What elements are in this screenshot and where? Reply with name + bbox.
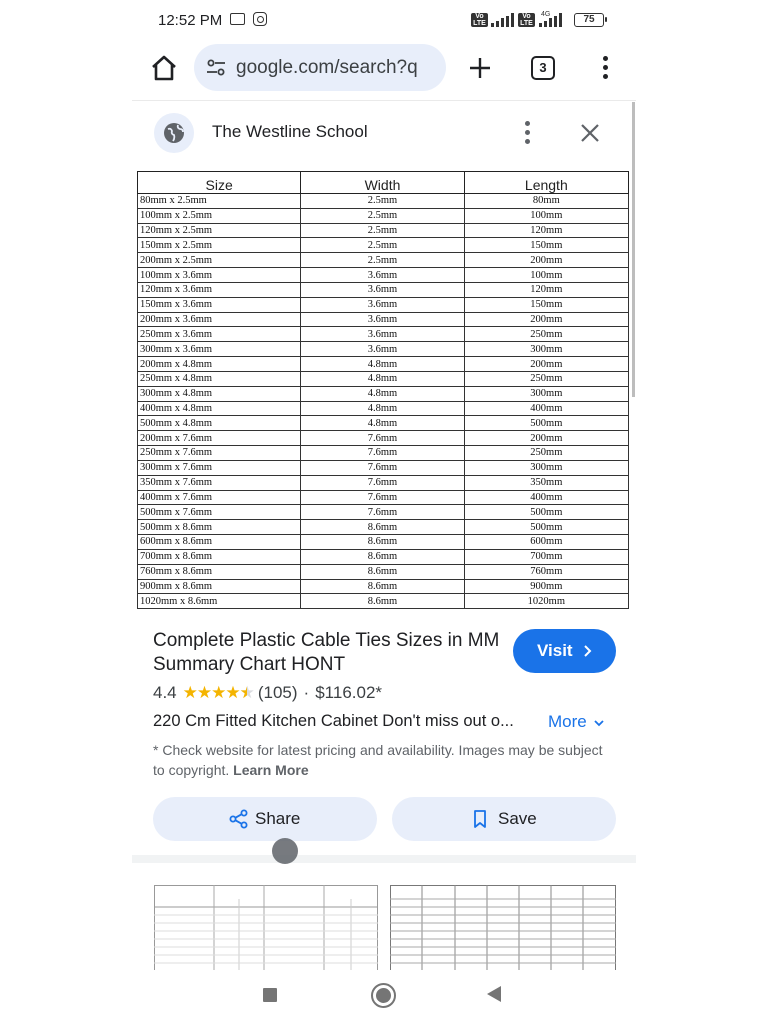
table-row: [138, 282, 629, 297]
more-vert-icon-dot: [603, 74, 608, 79]
signal-icon: [491, 13, 514, 27]
table-row: [138, 460, 629, 475]
save-button[interactable]: [392, 797, 616, 841]
width-cell: 8.6mm: [301, 520, 464, 535]
width-cell: 2.5mm: [301, 194, 464, 209]
home-nav-button[interactable]: [371, 983, 396, 1008]
image-preview-panel: [132, 100, 636, 970]
length-cell: 120mm: [464, 282, 628, 297]
length-cell: 300mm: [464, 342, 628, 357]
related-image-thumbnail[interactable]: [154, 885, 378, 970]
width-cell: 4.8mm: [301, 416, 464, 431]
size-cell: 900mm x 8.6mm: [138, 579, 301, 594]
visit-label: Visit: [537, 641, 573, 660]
scrollbar[interactable]: [632, 102, 635, 397]
length-cell: 900mm: [464, 579, 628, 594]
share-button[interactable]: [153, 797, 377, 841]
length-cell: 600mm: [464, 535, 628, 550]
size-cell: 120mm x 3.6mm: [138, 282, 301, 297]
more-vert-icon-dot: [525, 130, 530, 135]
chevron-down-icon: [593, 717, 605, 729]
length-cell: 200mm: [464, 357, 628, 372]
width-cell: 7.6mm: [301, 490, 464, 505]
result-image[interactable]: [137, 171, 629, 609]
table-row: [138, 520, 629, 535]
length-cell: 300mm: [464, 460, 628, 475]
more-vert-icon: [525, 121, 530, 126]
result-description: 220 Cm Fitted Kitchen Cabinet Don't miss out o...: [153, 712, 514, 730]
size-cell: 200mm x 3.6mm: [138, 312, 301, 327]
width-cell: 7.6mm: [301, 475, 464, 490]
thumbnail-table-graphic: [154, 885, 378, 970]
size-cell: 200mm x 4.8mm: [138, 357, 301, 372]
size-cell: 500mm x 8.6mm: [138, 520, 301, 535]
size-cell: 200mm x 2.5mm: [138, 253, 301, 268]
more-vert-icon-dot: [525, 139, 530, 144]
size-cell: 600mm x 8.6mm: [138, 535, 301, 550]
column-header: Size: [138, 172, 301, 194]
more-label: More: [548, 712, 587, 731]
length-cell: 150mm: [464, 238, 628, 253]
table-row: [138, 268, 629, 283]
more-vert-icon: [603, 56, 608, 61]
table-row: [138, 505, 629, 520]
size-cell: 250mm x 4.8mm: [138, 371, 301, 386]
note-text: * Check website for latest pricing and availability. Images may be subject to copyright.: [153, 742, 603, 778]
bookmark-icon: [470, 809, 490, 829]
width-cell: 3.6mm: [301, 312, 464, 327]
close-button[interactable]: [578, 121, 602, 145]
new-tab-button[interactable]: [466, 54, 494, 82]
table-row: [138, 431, 629, 446]
table-row: [138, 312, 629, 327]
size-cell: 400mm x 4.8mm: [138, 401, 301, 416]
status-bar: [0, 0, 768, 40]
globe-icon: [154, 113, 194, 153]
length-cell: 700mm: [464, 549, 628, 564]
length-cell: 200mm: [464, 431, 628, 446]
length-cell: 100mm: [464, 208, 628, 223]
length-cell: 500mm: [464, 520, 628, 535]
size-cell: 1020mm x 8.6mm: [138, 594, 301, 609]
length-cell: 250mm: [464, 327, 628, 342]
table-row: [138, 579, 629, 594]
site-favicon[interactable]: [154, 113, 194, 153]
plus-icon: [466, 54, 494, 82]
table-row: [138, 253, 629, 268]
thumbnail-table-graphic: [390, 885, 616, 970]
tab-switcher-button[interactable]: 3: [531, 56, 555, 80]
status-time: 12:52 PM: [158, 12, 223, 29]
table-row: [138, 386, 629, 401]
table-row: [138, 401, 629, 416]
length-cell: 250mm: [464, 371, 628, 386]
volte-icon: Vo LTE: [471, 13, 488, 27]
length-cell: 120mm: [464, 223, 628, 238]
table-row: [138, 327, 629, 342]
size-cell: 100mm x 3.6mm: [138, 268, 301, 283]
size-cell: 150mm x 2.5mm: [138, 238, 301, 253]
size-cell: 350mm x 7.6mm: [138, 475, 301, 490]
related-image-thumbnail[interactable]: [390, 885, 616, 970]
message-icon: [230, 13, 245, 25]
length-cell: 250mm: [464, 446, 628, 461]
width-cell: 7.6mm: [301, 505, 464, 520]
length-cell: 200mm: [464, 253, 628, 268]
length-cell: 300mm: [464, 386, 628, 401]
length-cell: 200mm: [464, 312, 628, 327]
width-cell: 8.6mm: [301, 579, 464, 594]
star-rating: ★★★★★ ★: [183, 683, 254, 703]
table-row: [138, 297, 629, 312]
width-cell: 3.6mm: [301, 268, 464, 283]
table-row: [138, 208, 629, 223]
width-cell: 2.5mm: [301, 253, 464, 268]
home-button[interactable]: [148, 52, 180, 84]
size-cell: 120mm x 2.5mm: [138, 223, 301, 238]
share-icon: [229, 809, 249, 829]
length-cell: 400mm: [464, 401, 628, 416]
width-cell: 7.6mm: [301, 431, 464, 446]
width-cell: 2.5mm: [301, 238, 464, 253]
more-options-button[interactable]: [520, 121, 536, 147]
home-icon: [148, 52, 180, 84]
instagram-icon: [253, 12, 267, 26]
width-cell: 4.8mm: [301, 357, 464, 372]
size-cell: 500mm x 7.6mm: [138, 505, 301, 520]
battery-icon: 75: [574, 13, 604, 27]
browser-menu-button[interactable]: [596, 54, 616, 82]
browser-toolbar: [0, 40, 768, 98]
table-row: [138, 223, 629, 238]
table-row: [138, 238, 629, 253]
length-cell: 150mm: [464, 297, 628, 312]
signal-icon: [539, 13, 562, 27]
visit-button[interactable]: [513, 629, 616, 673]
length-cell: 1020mm: [464, 594, 628, 609]
size-cell: 500mm x 4.8mm: [138, 416, 301, 431]
chevron-right-icon: [581, 644, 595, 658]
table-row: [138, 549, 629, 564]
back-button[interactable]: [487, 986, 501, 1002]
copyright-note: [153, 740, 613, 780]
learn-more-link[interactable]: Learn More: [233, 762, 309, 778]
section-divider: [132, 855, 636, 863]
length-cell: 500mm: [464, 416, 628, 431]
size-cell: 80mm x 2.5mm: [138, 194, 301, 209]
width-cell: 4.8mm: [301, 386, 464, 401]
size-cell: 150mm x 3.6mm: [138, 297, 301, 312]
site-settings-icon[interactable]: [206, 58, 226, 78]
more-button[interactable]: [548, 712, 605, 732]
half-star-icon: ★ ★: [240, 683, 254, 703]
table-header-row: [138, 172, 629, 194]
size-cell: 200mm x 7.6mm: [138, 431, 301, 446]
width-cell: 2.5mm: [301, 208, 464, 223]
size-cell: 760mm x 8.6mm: [138, 564, 301, 579]
width-cell: 4.8mm: [301, 371, 464, 386]
width-cell: 7.6mm: [301, 460, 464, 475]
size-cell: 300mm x 3.6mm: [138, 342, 301, 357]
size-cell: 700mm x 8.6mm: [138, 549, 301, 564]
price: $116.02*: [315, 683, 383, 702]
width-cell: 8.6mm: [301, 594, 464, 609]
size-cell: 250mm x 7.6mm: [138, 446, 301, 461]
width-cell: 4.8mm: [301, 401, 464, 416]
url-text[interactable]: google.com/search?q: [236, 57, 418, 78]
width-cell: 3.6mm: [301, 297, 464, 312]
length-cell: 80mm: [464, 194, 628, 209]
review-count: (105): [257, 683, 298, 702]
tag-icon: [272, 838, 298, 864]
length-cell: 350mm: [464, 475, 628, 490]
volte-icon: Vo LTE: [518, 13, 535, 27]
result-title[interactable]: Complete Plastic Cable Ties Sizes in MM Summary Chart HONT: [153, 630, 500, 675]
rating-value: 4.4: [153, 683, 177, 702]
table-row: [138, 594, 629, 609]
width-cell: 8.6mm: [301, 549, 464, 564]
source-name[interactable]: The Westline School: [212, 122, 368, 141]
table-row: [138, 475, 629, 490]
table-row: [138, 535, 629, 550]
address-bar[interactable]: [194, 44, 446, 91]
width-cell: 8.6mm: [301, 564, 464, 579]
separator: ·: [303, 683, 310, 702]
width-cell: 3.6mm: [301, 282, 464, 297]
length-cell: 500mm: [464, 505, 628, 520]
more-vert-icon-dot: [603, 65, 608, 70]
rating-row: [153, 683, 382, 703]
width-cell: 2.5mm: [301, 223, 464, 238]
size-cell: 250mm x 3.6mm: [138, 327, 301, 342]
table-row: [138, 371, 629, 386]
size-chart-table: [137, 171, 629, 609]
network-type-label: 4G: [541, 11, 551, 18]
table-row: [138, 357, 629, 372]
table-row: [138, 490, 629, 505]
size-cell: 300mm x 7.6mm: [138, 460, 301, 475]
size-cell: 300mm x 4.8mm: [138, 386, 301, 401]
table-row: [138, 446, 629, 461]
column-header: Width: [301, 172, 464, 194]
table-row: [138, 194, 629, 209]
table-row: [138, 416, 629, 431]
length-cell: 400mm: [464, 490, 628, 505]
size-cell: 100mm x 2.5mm: [138, 208, 301, 223]
size-cell: 400mm x 7.6mm: [138, 490, 301, 505]
column-header: Length: [464, 172, 628, 194]
length-cell: 760mm: [464, 564, 628, 579]
width-cell: 8.6mm: [301, 535, 464, 550]
table-row: [138, 564, 629, 579]
width-cell: 3.6mm: [301, 342, 464, 357]
close-icon: [578, 121, 602, 145]
source-header: [132, 101, 636, 165]
width-cell: 3.6mm: [301, 327, 464, 342]
save-label: Save: [498, 809, 537, 828]
width-cell: 7.6mm: [301, 446, 464, 461]
table-row: [138, 342, 629, 357]
recents-button[interactable]: [263, 988, 277, 1002]
system-nav-bar: [0, 970, 768, 1024]
length-cell: 100mm: [464, 268, 628, 283]
share-label: Share: [255, 809, 301, 828]
